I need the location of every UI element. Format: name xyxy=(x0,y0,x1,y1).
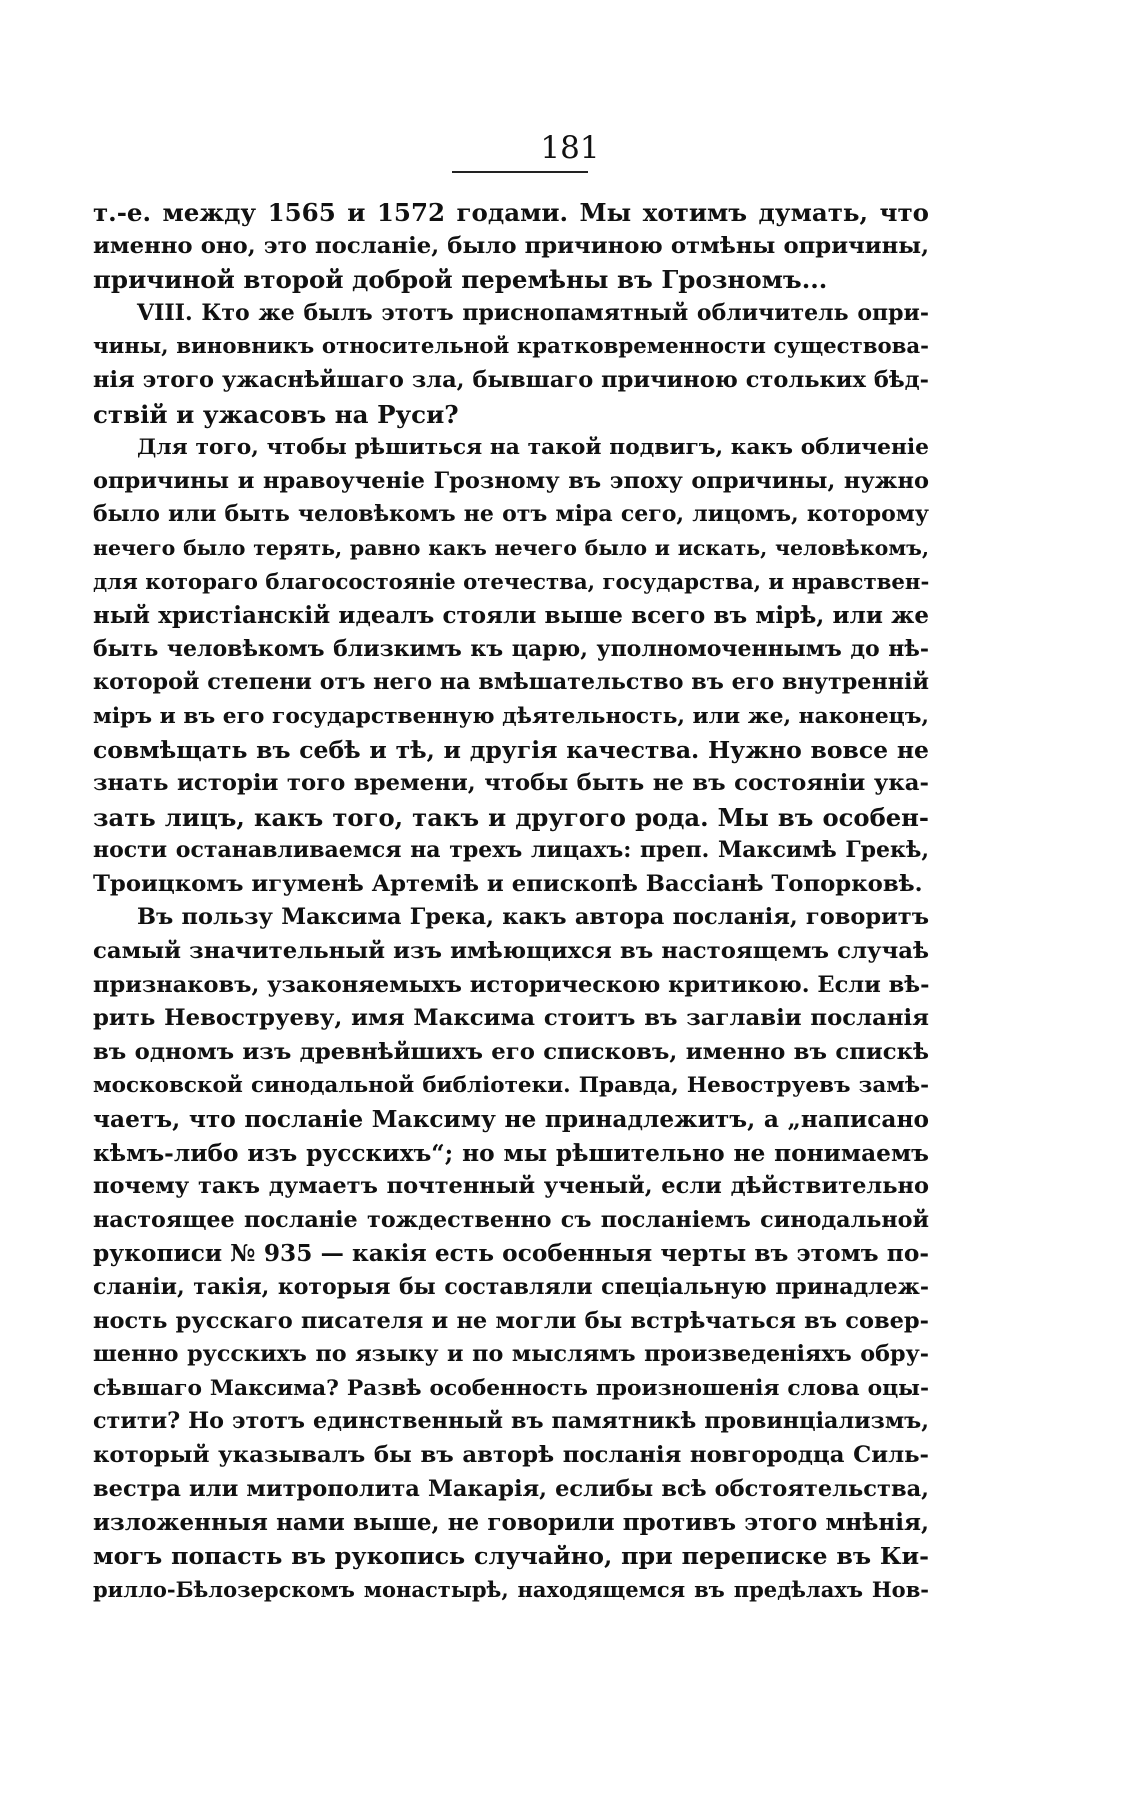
text-line: чины, виновникъ относительной кратковременности существова- xyxy=(93,334,929,360)
text-line: ный христіанскій идеалъ стояли выше всего въ мірѣ, или же xyxy=(93,602,929,630)
text-line: зать лицъ, какъ того, такъ и другого рода. Мы въ особен- xyxy=(93,802,929,832)
text-line: было или быть человѣкомъ не отъ міра сего, лицомъ, которому xyxy=(93,501,929,528)
text-line: рукописи № 935 — какія есть особенныя черты въ этомъ по- xyxy=(93,1240,929,1268)
text-line: ности останавливаемся на трехъ лицахъ: преп. Максимѣ Грекѣ, xyxy=(93,837,929,864)
text-line: знать исторіи того времени, чтобы быть не въ состояніи ука- xyxy=(93,770,929,797)
text-line: который указывалъ бы въ авторѣ посланія новгородца Силь- xyxy=(93,1441,929,1468)
text-line: вестра или митрополита Макарія, еслибы всѣ обстоятельства, xyxy=(93,1475,929,1502)
text-line: которой степени отъ него на вмѣшательство въ его внутренній xyxy=(93,669,929,696)
text-line: въ одномъ изъ древнѣйшихъ его списковъ, именно въ спискѣ xyxy=(93,1038,929,1065)
text-line: сѣвшаго Максима? Развѣ особенность произношенія слова оцы- xyxy=(93,1375,929,1401)
page-number-rule xyxy=(452,171,588,173)
text-line: шенно русскихъ по языку и по мыслямъ произведеніяхъ обру- xyxy=(93,1341,929,1368)
text-line: Троицкомъ игуменѣ Артеміѣ и епископѣ Вассіанѣ Топорковѣ. xyxy=(93,870,923,897)
text-line: самый значительный изъ имѣющихся въ настоящемъ случаѣ xyxy=(93,938,929,965)
text-line: рилло-Бѣлозерскомъ монастырѣ, находящемся въ предѣлахъ Нов- xyxy=(93,1577,929,1603)
text-line: почему такъ думаетъ почтенный ученый, если дѣйствительно xyxy=(93,1173,929,1200)
text-line: для котораго благосостояніе отечества, государства, и нравствен- xyxy=(93,569,930,595)
text-line: міръ и въ его государственную дѣятельность, или же, наконецъ, xyxy=(93,703,929,729)
text-line: настоящее посланіе тождественно съ посланіемъ синодальной xyxy=(93,1206,929,1233)
text-line: опричины и нравоученіе Грозному въ эпоху опричины, нужно xyxy=(93,467,929,494)
text-line: могъ попасть въ рукопись случайно, при переписке въ Ки- xyxy=(93,1541,929,1570)
text-line: кѣмъ-либо изъ русскихъ“; но мы рѣшительно не понимаемъ xyxy=(93,1139,929,1167)
text-line: признаковъ, узаконяемыхъ историческою критикою. Если вѣ- xyxy=(93,971,930,998)
text-line: нечего было терять, равно какъ нечего было и искать, человѣкомъ, xyxy=(93,535,929,560)
text-line: Въ пользу Максима Грека, какъ автора посланія, говоритъ xyxy=(137,904,929,931)
text-line: Для того, чтобы рѣшиться на такой подвигъ, какъ обличеніе xyxy=(137,435,929,461)
text-line: стити? Но этотъ единственный въ памятникѣ провинціализмъ, xyxy=(93,1408,929,1435)
text-line: причиной второй доброй перемѣны въ Грозномъ... xyxy=(93,265,828,295)
page-number: 181 xyxy=(540,130,600,166)
body-text xyxy=(93,196,929,1607)
text-line: ность русскаго писателя и не могли бы встрѣчаться въ совер- xyxy=(93,1307,929,1334)
text-line: быть человѣкомъ близкимъ къ царю, уполномоченнымъ до нѣ- xyxy=(93,635,929,662)
text-line: именно оно, это посланіе, было причиною отмѣны опричины, xyxy=(93,232,929,259)
text-line: московской синодальной библіотеки. Правда, Невоструевъ замѣ- xyxy=(93,1073,929,1099)
text-line: чаетъ, что посланіе Максиму не принадлежитъ, а „написано xyxy=(93,1106,929,1134)
text-line: сланіи, такія, которыя бы составляли спеціальную принадлеж- xyxy=(93,1274,929,1300)
text-line: VIII. Кто же былъ этотъ приснопамятный обличитель опри- xyxy=(137,299,929,326)
text-line: рить Невоструеву, имя Максима стоитъ въ заглавіи посланія xyxy=(93,1005,929,1032)
text-line: т.-е. между 1565 и 1572 годами. Мы хотимъ думать, что xyxy=(93,198,929,227)
text-line: нія этого ужаснѣйшаго зла, бывшаго причиною стольких бѣд- xyxy=(93,366,929,393)
text-line: изложенныя нами выше, не говорили противъ этого мнѣнія, xyxy=(93,1509,929,1537)
text-line: совмѣщать въ себѣ и тѣ, и другія качества. Нужно вовсе не xyxy=(93,735,929,764)
text-line: ствій и ужасовъ на Руси? xyxy=(93,399,459,429)
